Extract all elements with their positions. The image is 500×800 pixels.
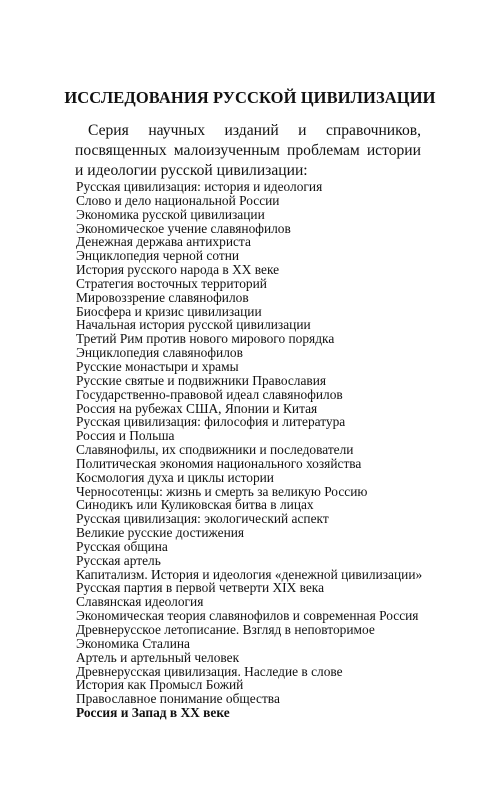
book-title-item: История как Промысл Божий <box>76 677 244 693</box>
book-title-item: Русская партия в первой четверти XIX века <box>76 580 325 596</box>
book-title-item: Энциклопедия славянофилов <box>76 345 243 361</box>
book-title-item: Русские святые и подвижники Православия <box>76 372 327 388</box>
book-title-item: Русская цивилизация: история и идеология <box>76 179 323 194</box>
book-title-item: Русская цивилизация: экологический аспект <box>76 511 329 527</box>
book-title-item: Русская община <box>76 538 168 554</box>
book-title-item: Денежная держава антихриста <box>76 234 251 250</box>
series-description: Серия научных изданий и справочников, посвященных малоизученным проблемам истории и идеологии русской цивилизации: <box>75 122 421 179</box>
book-title-item: Экономика Сталина <box>76 635 190 651</box>
book-title-item: Русская артель <box>76 552 161 568</box>
book-title-item: Артель и артельный человек <box>76 649 240 665</box>
book-title-item: Русские монастыри и храмы <box>76 358 239 374</box>
book-title-item: Великие русские достижения <box>76 525 245 541</box>
book-title-item: Славянофилы, их сподвижники и последователи <box>76 442 354 458</box>
book-title-item: Черносотенцы: жизнь и смерть за великую Россию <box>76 483 368 499</box>
book-title-item: Мировоззрение славянофилов <box>76 289 249 305</box>
book-title-item: Экономика русской цивилизации <box>76 206 265 222</box>
book-title-item: История русского народа в XX веке <box>76 262 280 278</box>
book-title-item: Древнерусская цивилизация. Наследие в слове <box>76 663 343 679</box>
book-title-item: Русская цивилизация: философия и литература <box>76 414 346 430</box>
book-list <box>76 180 436 720</box>
book-title-item: Древнерусское летописание. Взгляд в неповторимое <box>76 622 375 637</box>
book-title-item: Энциклопедия черной сотни <box>76 248 240 264</box>
book-title-item: Россия и Польша <box>76 428 175 444</box>
book-title-item: Капитализм. История и идеология «денежной цивилизации» <box>76 566 423 582</box>
book-title-item: Слово и дело национальной России <box>76 192 280 208</box>
book-title-item: Космология духа и циклы истории <box>76 469 274 485</box>
book-title-item: Синодикъ или Куликовская битва в лицах <box>76 497 314 513</box>
book-title-item: Экономическая теория славянофилов и современная Россия <box>76 608 419 624</box>
book-title-item: Славянская идеология <box>76 594 204 610</box>
series-title: ИССЛЕДОВАНИЯ РУССКОЙ ЦИВИЛИЗАЦИИ <box>64 88 436 107</box>
book-title-item: Третий Рим против нового мирового порядка <box>76 331 335 347</box>
book-title-item: Россия и Запад в XX веке <box>76 705 230 721</box>
book-title-item: Политическая экономия национального хозяйства <box>76 455 362 471</box>
book-title-item: Государственно-правовой идеал славянофилов <box>76 386 343 402</box>
book-title-item: Стратегия восточных территорий <box>76 275 267 291</box>
book-title-item: Россия на рубежах США, Японии и Китая <box>76 400 318 416</box>
book-title-item: Православное понимание общества <box>76 691 280 707</box>
book-title-item: Начальная история русской цивилизации <box>76 317 311 333</box>
book-title-item: Биосфера и кризис цивилизации <box>76 303 262 319</box>
book-title-item: Экономическое учение славянофилов <box>76 220 291 236</box>
